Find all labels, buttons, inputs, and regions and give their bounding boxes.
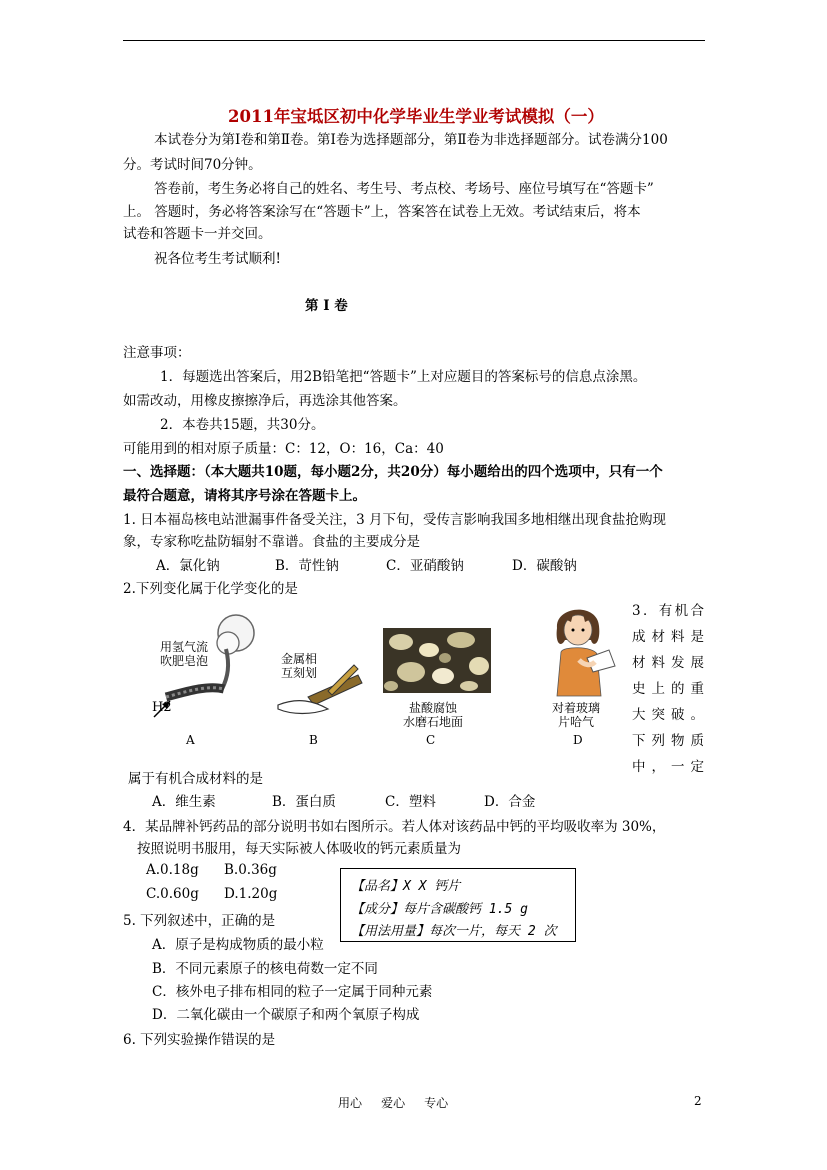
figure-b-caption: [281, 652, 317, 680]
figure-d-caption: [552, 701, 600, 729]
figure-b-letter: B: [309, 733, 318, 747]
q5-option-b: B．不同元素原子的核电荷数一定不同: [152, 961, 378, 977]
q3-line-3: 材料发展: [632, 655, 704, 671]
figure-d-girl-illustration: [535, 600, 625, 700]
medicine-name: 【品名】X X 钙片: [351, 879, 461, 894]
intro-line-3: 答卷前，考生务必将自己的姓名、考生号、考点校、考场号、座位号填写在“答题卡”: [154, 181, 654, 197]
figure-b-caption-line2: 互刻划: [281, 666, 318, 680]
q3-option-b: B．蛋白质: [272, 794, 336, 810]
page-number: 2: [694, 1094, 702, 1108]
figure-a-letter: A: [186, 733, 195, 747]
notes-label: 注意事项：: [123, 345, 191, 361]
q5-option-d: D．二氧化碳由一个碳原子和两个氧原子构成: [152, 1007, 420, 1023]
medicine-ingredient: 【成分】每片含碳酸钙 1.5 g: [351, 902, 528, 917]
q3-last-line: 属于有机合成材料的是: [128, 771, 263, 787]
part1-line-1: 一、选择题：（本大题共10题，每小题2分，共20分）每小题给出的四个选项中，只有一个: [123, 464, 663, 480]
figure-c-letter: C: [426, 733, 436, 747]
q3-side-column: [632, 598, 704, 780]
q3-option-c: C．塑料: [385, 794, 436, 810]
section-heading: 第 I 卷: [305, 298, 348, 314]
q2-stem: 2.下列变化属于化学变化的是: [123, 581, 298, 597]
q6-stem: 6. 下列实验操作错误的是: [123, 1032, 276, 1048]
q3-option-a: A．维生素: [152, 794, 216, 810]
figure-b-caption-line1: 金属相: [281, 652, 318, 666]
figure-a-caption-line2: 吹肥皂泡: [160, 654, 209, 668]
intro-line-6: 祝各位考生考试顺利!: [154, 251, 281, 267]
q3-line-7: 中，一定: [632, 759, 704, 775]
q4-option-a: A.0.18g: [146, 862, 199, 878]
q1-option-d: D．碳酸钠: [512, 558, 577, 574]
exam-title: 2011年宝坻区初中化学毕业生学业考试模拟（一）: [228, 107, 604, 126]
q4-line-1: 4．某品牌补钙药品的部分说明书如右图所示。若人体对该药品中钙的平均吸收率为 30%，: [123, 819, 666, 835]
q3-line-5: 大突破。: [632, 707, 704, 723]
atomic-masses: 可能用到的相对原子质量：C：12，O：16，Ca：40: [123, 441, 444, 457]
q5-stem: 5. 下列叙述中，正确的是: [123, 913, 276, 929]
q4-option-d: D.1.20g: [224, 886, 278, 902]
q5-option-c: C．核外电子排布相同的粒子一定属于同种元素: [152, 984, 433, 1000]
intro-line-5: 试卷和答题卡一并交回。: [123, 226, 272, 242]
q4-option-b: B.0.36g: [224, 862, 277, 878]
figure-c-caption-line2: 水磨石地面: [403, 715, 464, 729]
figure-a-caption: [160, 640, 208, 668]
q1-option-b: B．苛性钠: [275, 558, 339, 574]
q1-line-1: 1. 日本福岛核电站泄漏事件备受关注，3 月下旬，受传言影响我国多地相继出现食盐抢购现: [123, 512, 667, 528]
q1-line-2: 象，专家称吃盐防辐射不靠谱。食盐的主要成分是: [123, 534, 420, 550]
figure-d-letter: D: [573, 733, 583, 747]
figure-a-caption-line1: 用氢气流: [160, 640, 209, 654]
q3-option-d: D．合金: [484, 794, 536, 810]
intro-line-1: 本试卷分为第I卷和第Ⅱ卷。第I卷为选择题部分，第Ⅱ卷为非选择题部分。试卷满分100: [154, 132, 668, 148]
medicine-dosage: 【用法用量】每次一片，每天 2 次: [351, 924, 557, 939]
header-rule: [123, 40, 705, 41]
figure-c-terrazzo-photo: [383, 628, 491, 693]
footer-motto: 用心 爱心 专心: [338, 1096, 449, 1110]
note-1b: 如需改动，用橡皮擦擦净后，再选涂其他答案。: [123, 393, 407, 409]
intro-line-2: 分。考试时间70分钟。: [123, 157, 262, 173]
figure-c-caption: [403, 701, 463, 729]
q1-option-c: C．亚硝酸钠: [386, 558, 464, 574]
terrazzo-floor-image: [383, 628, 491, 693]
girl-breathing-on-glass-drawing: [535, 600, 625, 700]
medicine-label-box: [340, 868, 576, 942]
note-1a: 1．每题选出答案后，用2B铅笔把“答题卡”上对应题目的答案标号的信息点涂黑。: [160, 369, 647, 385]
q3-line-2: 成材料是: [632, 629, 704, 645]
q4-option-c: C.0.60g: [146, 886, 199, 902]
q3-line-6: 下列物质: [632, 733, 704, 749]
q3-line-1: 3．有机合: [632, 603, 704, 619]
figure-d-caption-line2: 片哈气: [558, 715, 595, 729]
q5-option-a: A．原子是构成物质的最小粒: [152, 937, 324, 953]
part1-line-2: 最符合题意，请将其序号涂在答题卡上。: [123, 488, 366, 504]
figure-d-caption-line1: 对着玻璃: [552, 701, 601, 715]
intro-line-4: 上。 答题时，务必将答案涂写在“答题卡”上，答案答在试卷上无效。考试结束后，将本: [123, 204, 641, 220]
q4-line-2: 按照说明书服用，每天实际被人体吸收的钙元素质量为: [137, 841, 461, 857]
figure-c-caption-line1: 盐酸腐蚀: [409, 701, 458, 715]
figure-a-h2-label: H2: [152, 700, 172, 715]
q1-option-a: A．氯化钠: [156, 558, 220, 574]
note-2: 2．本卷共15题，共30分。: [160, 417, 325, 433]
q3-line-4: 史上的重: [632, 681, 704, 697]
